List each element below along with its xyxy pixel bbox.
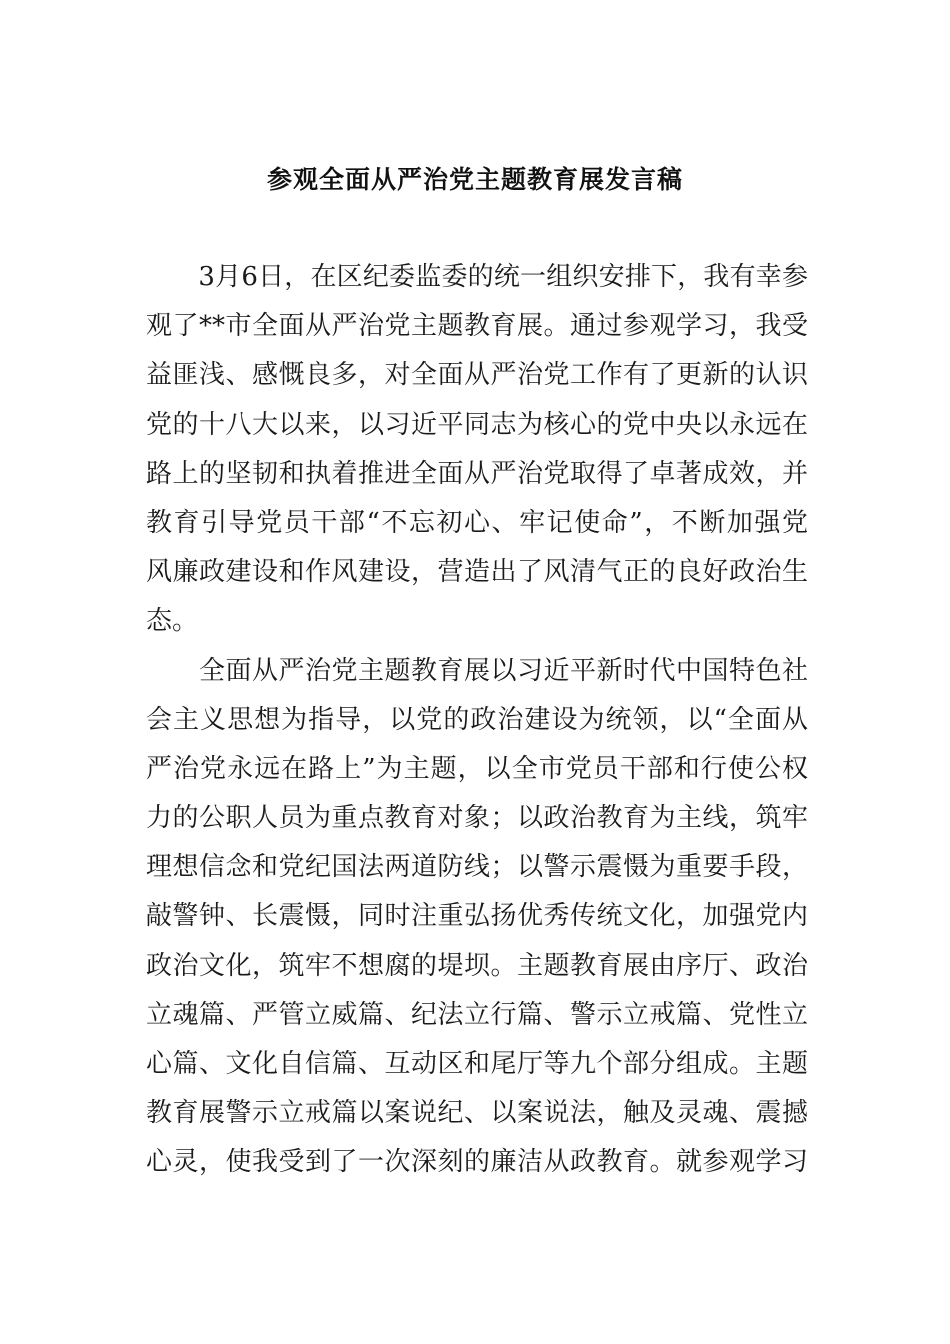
body-line: 教育引导党员干部“不忘初心、牢记使命”，不断加强党: [146, 507, 808, 538]
body-line: 心灵，使我受到了一次深刻的廉洁从政教育。就参观学习: [146, 1147, 808, 1178]
body-line: 党的十八大以来，以习近平同志为核心的党中央以永远在: [146, 409, 808, 440]
body-line: 教育展警示立戒篇以案说纪、以案说法，触及灵魂、震撼: [146, 1098, 808, 1129]
body-line: 路上的坚韧和执着推进全面从严治党取得了卓著成效，并: [146, 458, 808, 489]
document-body: [146, 253, 808, 1188]
body-line: 观了**市全面从严治党主题教育展。通过参观学习，我受: [146, 311, 808, 342]
body-line: 心篇、文化自信篇、互动区和尾厅等九个部分组成。主题: [146, 1049, 808, 1079]
body-line: 敲警钟、长震慑，同时注重弘扬优秀传统文化，加强党内: [146, 901, 808, 932]
document-title: 参观全面从严治党主题教育展发言稿: [266, 165, 683, 194]
body-line: 立魂篇、严管立威篇、纪法立行篇、警示立戒篇、党性立: [146, 999, 808, 1030]
body-line: 严治党永远在路上”为主题，以全市党员干部和行使公权: [146, 753, 808, 784]
body-line: 态。: [146, 606, 199, 637]
body-line: 3月6日，在区纪委监委的统一组织安排下，我有幸参: [146, 262, 808, 292]
body-line: 全面从严治党主题教育展以习近平新时代中国特色社: [146, 655, 808, 686]
body-line: 理想信念和党纪国法两道防线；以警示震慑为重要手段，: [146, 852, 808, 883]
body-line: 会主义思想为指导，以党的政治建设为统领，以“全面从: [146, 704, 808, 735]
body-line: 风廉政建设和作风建设，营造出了风清气正的良好政治生: [146, 557, 808, 588]
body-line: 政治文化，筑牢不想腐的堤坝。主题教育展由序厅、政治: [146, 950, 808, 981]
body-line: 力的公职人员为重点教育对象；以政治教育为主线，筑牢: [146, 803, 808, 834]
body-line: 益匪浅、感慨良多，对全面从严治党工作有了更新的认识: [146, 360, 808, 391]
